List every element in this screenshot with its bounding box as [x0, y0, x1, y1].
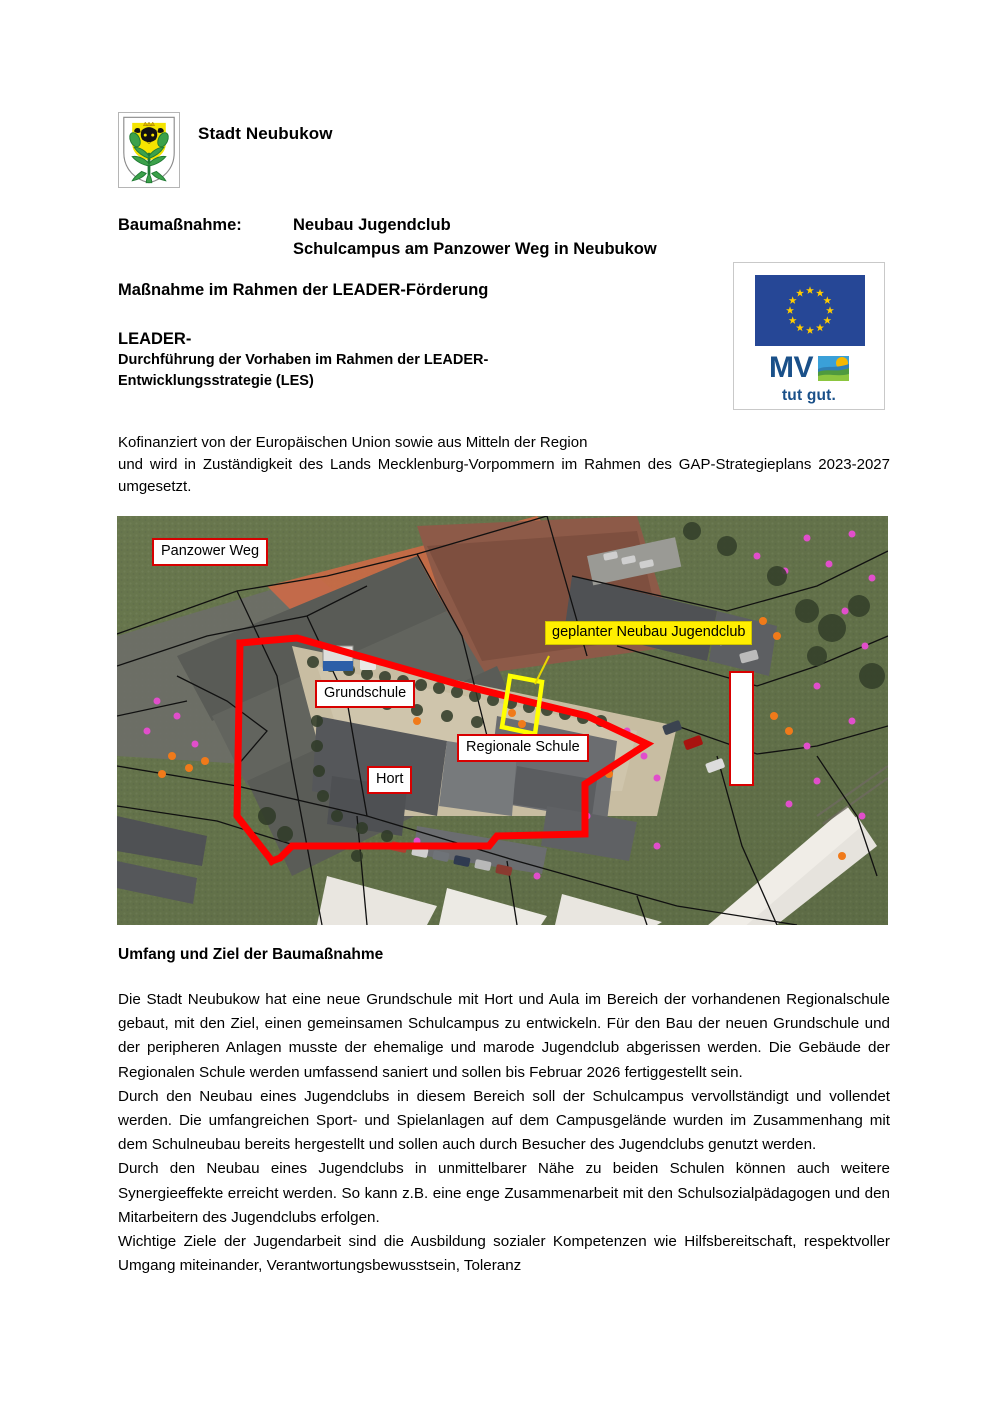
section-heading-umfang-ziel: Umfang und Ziel der Baumaßnahme [118, 946, 384, 963]
map-label-hort: Hort [367, 766, 412, 794]
funding-statement [118, 432, 890, 498]
aerial-site-map [117, 516, 888, 925]
map-label-panzower-weg: Panzower Weg [152, 538, 268, 566]
body-paragraph-3: Durch den Neubau eines Jugendclubs in unmittelbarer Nähe zu beiden Schulen können auch weitere Synergieeffekte erreicht werden. So kann z.B. eine enge Zusammenarbeit mit den Schulsozialpädagogen und den Mitarbeitern des Jugendclubs erfolgen. [118, 1160, 890, 1226]
body-paragraph-1: Die Stadt Neubukow hat eine neue Grundschule mit Hort und Aula im Bereich der vorhandenen Regionalschule gebaut, mit den Ziel, einen gemeinsamen Schulcampus zu entwickeln. Für den Bau der neuen Grundschule und der peripheren Anlagen musste der ehemalige und marode Jugendclub abgerissen werden. Die Gebäude der Regionalen Schule werden umfassend saniert und sollen bis Februar 2026 fertiggestellt sein. [118, 991, 890, 1081]
baumassnahme-label: Baumaßnahme: [118, 216, 242, 234]
leader-description-line2: Entwicklungsstrategie (LES) [118, 373, 314, 389]
leader-description-line1: Durchführung der Vorhaben im Rahmen der LEADER- [118, 352, 489, 368]
document-header [118, 112, 333, 188]
mv-letters: MV [769, 351, 813, 384]
mv-landscape-icon [818, 356, 849, 381]
coat-of-arms-icon [118, 112, 180, 188]
eu-flag-icon [755, 275, 865, 346]
project-title-block [118, 213, 657, 261]
body-paragraph-4: Wichtige Ziele der Jugendarbeit sind die Ausbildung sozialer Kompetenzen wie Hilfsbereitschaft, respektvoller Umgang miteinander, Verantwortungsbewusstsein, Toleranz [118, 1233, 890, 1275]
map-label-grundschule: Grundschule [315, 680, 415, 708]
leader-heading: LEADER- [118, 330, 192, 348]
funding-line-1: Kofinanziert von der Europäischen Union sowie aus Mitteln der Region [118, 434, 588, 451]
map-label-blank [729, 671, 754, 786]
funding-logo-box [733, 262, 885, 410]
mv-logo [734, 353, 884, 405]
body-text [118, 988, 890, 1278]
body-paragraph-2: Durch den Neubau eines Jugendclubs in diesem Bereich soll der Schulcampus vervollständigt und vollendet werden. Die umfangreichen Sport- und Spielanlagen auf dem Campusgelände wurden im Zusammenhang mit dem Schulneubau bereits hergestellt und sollen auch durch Besucher des Jugendclubs genutzt werden. [118, 1087, 890, 1154]
leader-block [118, 329, 488, 392]
funding-programme-subtitle: Maßnahme im Rahmen der LEADER-Förderung [118, 281, 489, 299]
project-title-line1: Neubau Jugendclub [293, 216, 451, 234]
map-label-geplanter-neubau-jugendclub: geplanter Neubau Jugendclub [545, 621, 752, 645]
city-name: Stadt Neubukow [198, 124, 333, 143]
map-label-regionale-schule: Regionale Schule [457, 734, 589, 762]
project-title-line2: Schulcampus am Panzower Weg in Neubukow [293, 240, 657, 258]
funding-line-2: und wird in Zuständigkeit des Lands Mecklenburg-Vorpommern im Rahmen des GAP-Strategieplans 2023-2027 umgesetzt. [118, 456, 890, 495]
mv-slogan: tut gut. [781, 387, 837, 404]
